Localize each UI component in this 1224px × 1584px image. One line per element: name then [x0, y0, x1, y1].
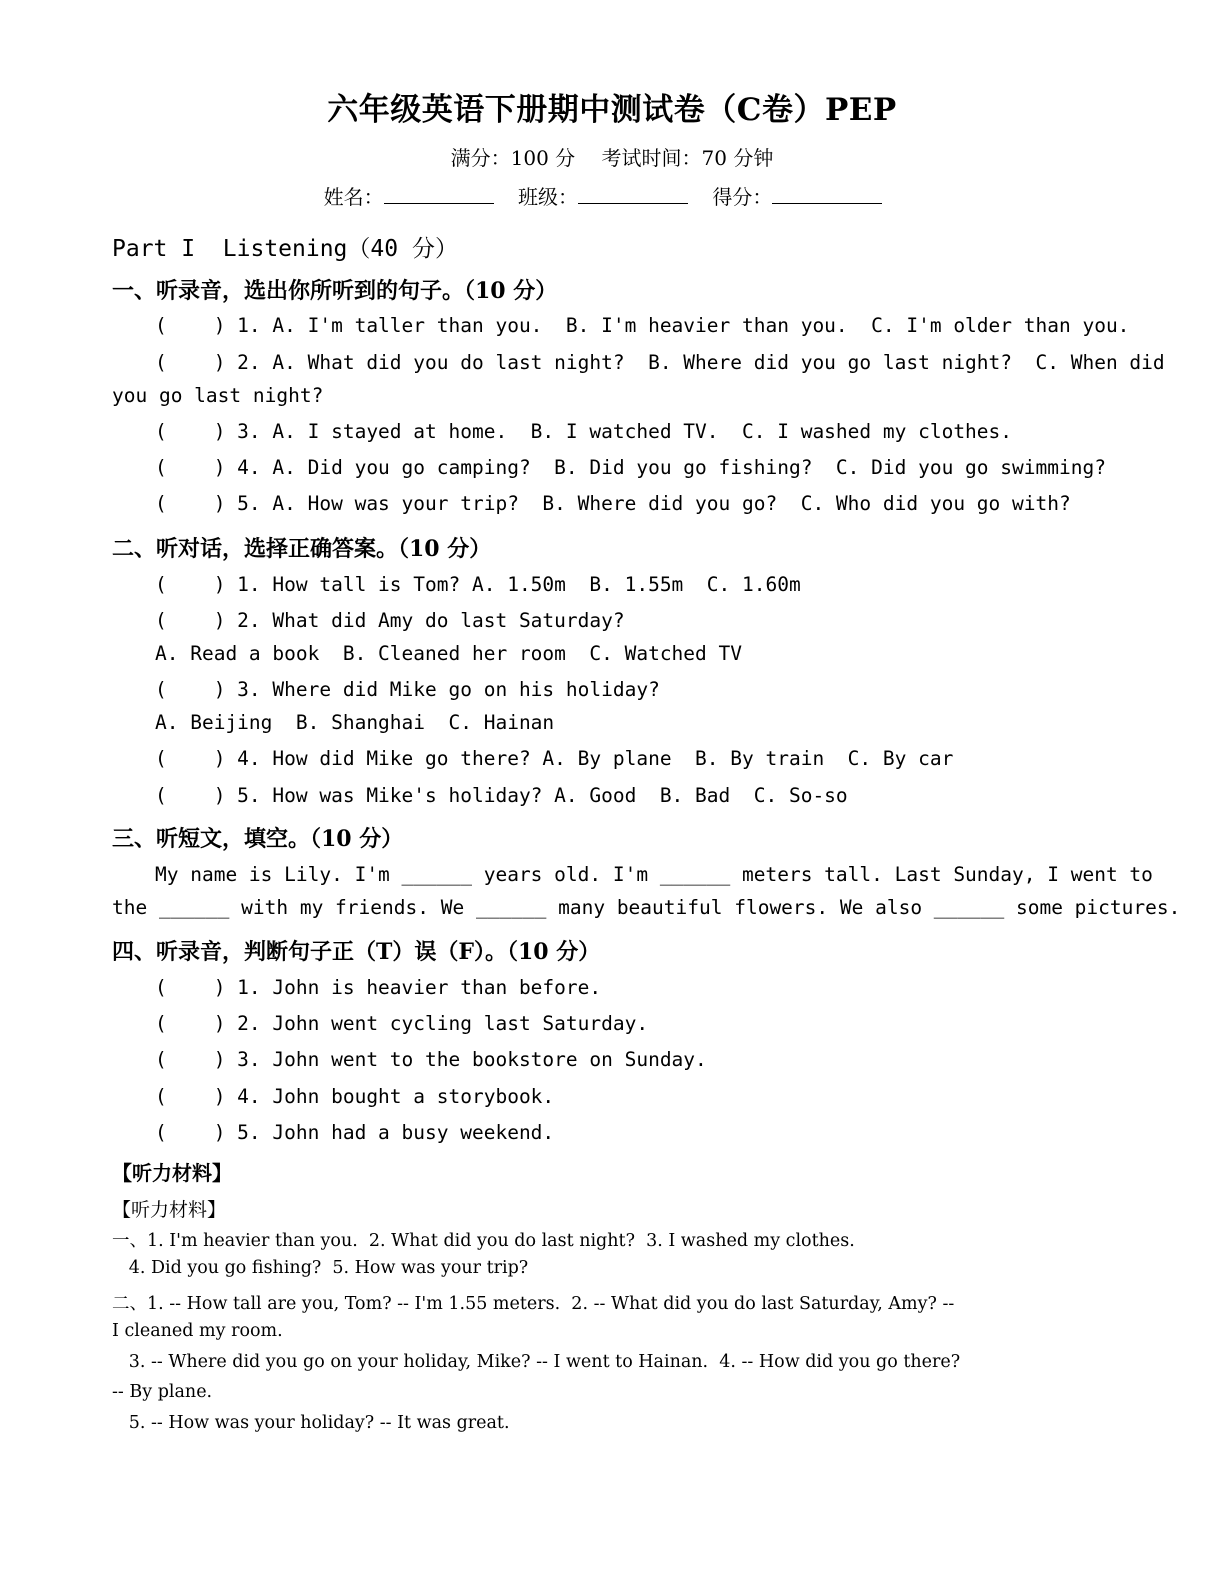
- sec1-question-4: ( ) 4. A. Did you go camping? B. Did you go fishing? C. Did you go swimming?: [155, 456, 1106, 479]
- sec2-question-5: ( ) 5. How was Mike's holiday? A. Good B. Bad C. So-so: [155, 784, 848, 807]
- materials-heading-bold: 【听力材料】: [112, 1161, 232, 1185]
- name-blank[interactable]: [384, 185, 494, 204]
- materials-line-4: I cleaned my room.: [112, 1321, 283, 1341]
- sec4-question-3: ( ) 3. John went to the bookstore on Sunday.: [155, 1048, 707, 1071]
- grade-blank[interactable]: [772, 185, 882, 204]
- sec2-question-2: ( ) 2. What did Amy do last Saturday?: [155, 609, 625, 632]
- sec2-question-3: ( ) 3. Where did Mike go on his holiday?: [155, 678, 660, 701]
- section4-heading: 四、听录音，判断句子正（T）误（F）。（10 分）: [112, 939, 601, 965]
- materials-line-2: 4. Did you go fishing? 5. How was your trip?: [112, 1258, 529, 1278]
- student-info-row: [0, 181, 1224, 210]
- sec4-question-4: ( ) 4. John bought a storybook.: [155, 1085, 555, 1108]
- sec2-question-1: ( ) 1. How tall is Tom? A. 1.50m B. 1.55m C. 1.60m: [155, 573, 801, 596]
- sec3-passage-line-2: the ______ with my friends. We ______ many beautiful flowers. We also ______ some pictures.: [112, 896, 1181, 919]
- sec1-question-2-cont: you go last night?: [112, 384, 324, 407]
- materials-line-6: -- By plane.: [112, 1382, 213, 1402]
- score-time-info: 满分：100 分 考试时间：70 分钟: [450, 146, 774, 170]
- materials-line-5: 3. -- Where did you go on your holiday, Mike? -- I went to Hainan. 4. -- How did you go there?: [112, 1352, 961, 1372]
- sec3-passage-line-1: My name is Lily. I'm ______ years old. I'm ______ meters tall. Last Sunday, I went to: [155, 863, 1153, 886]
- name-label: 姓名：: [323, 185, 384, 209]
- sec1-question-1: ( ) 1. A. I'm taller than you. B. I'm heavier than you. C. I'm older than you.: [155, 314, 1130, 337]
- materials-line-1: 一、1. I'm heavier than you. 2. What did you do last night? 3. I washed my clothes.: [112, 1231, 855, 1251]
- class-label: 班级：: [518, 185, 578, 209]
- sec1-question-2: ( ) 2. A. What did you do last night? B. Where did you go last night? C. When did: [155, 351, 1165, 374]
- sec4-question-1: ( ) 1. John is heavier than before.: [155, 976, 602, 999]
- part1-heading: Part I Listening（40 分）: [112, 236, 458, 262]
- class-blank[interactable]: [578, 185, 688, 204]
- grade-label: 得分：: [712, 185, 773, 209]
- materials-line-3: 二、1. -- How tall are you, Tom? -- I'm 1.55 meters. 2. -- What did you do last Saturday, Amy? --: [112, 1294, 955, 1314]
- sec1-question-5: ( ) 5. A. How was your trip? B. Where did you go? C. Who did you go with?: [155, 492, 1071, 515]
- sec1-question-3: ( ) 3. A. I stayed at home. B. I watched TV. C. I washed my clothes.: [155, 420, 1013, 443]
- sec2-question-2-options: A. Read a book B. Cleaned her room C. Watched TV: [155, 642, 742, 665]
- materials-line-7: 5. -- How was your holiday? -- It was great.: [112, 1413, 510, 1433]
- sec4-question-5: ( ) 5. John had a busy weekend.: [155, 1121, 555, 1144]
- section3-heading: 三、听短文，填空。（10 分）: [112, 826, 404, 852]
- sec4-question-2: ( ) 2. John went cycling last Saturday.: [155, 1012, 649, 1035]
- sec2-question-4: ( ) 4. How did Mike go there? A. By plane B. By train C. By car: [155, 747, 954, 770]
- section2-heading: 二、听对话，选择正确答案。（10 分）: [112, 536, 492, 562]
- page-title: 六年级英语下册期中测试卷（C卷）PEP: [327, 92, 897, 128]
- section1-heading: 一、听录音，选出你所听到的句子。（10 分）: [112, 278, 558, 304]
- sec2-question-3-options: A. Beijing B. Shanghai C. Hainan: [155, 711, 555, 734]
- materials-heading: 【听力材料】: [112, 1199, 227, 1221]
